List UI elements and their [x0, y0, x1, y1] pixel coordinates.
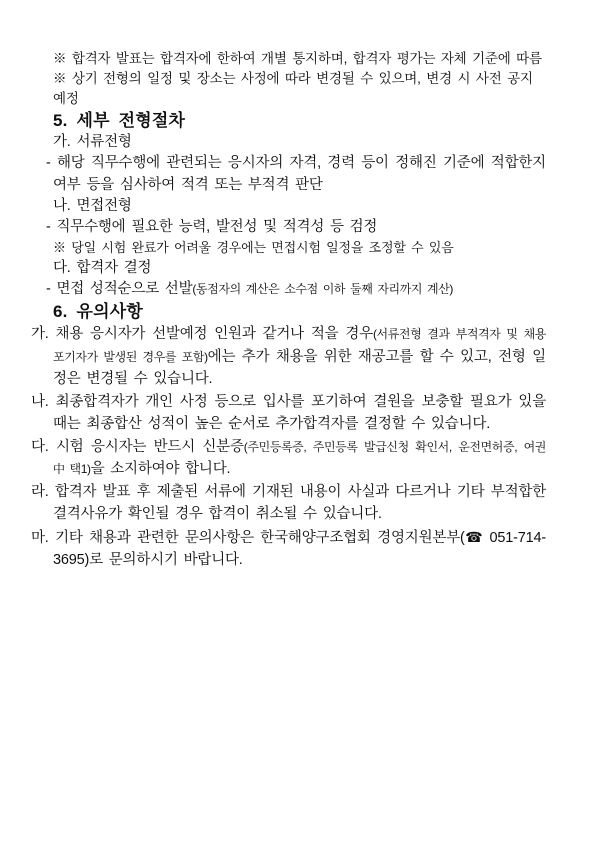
item-additional-recruitment — [31, 323, 546, 391]
item-contact-info — [31, 526, 546, 572]
text-segment: 을 소지하여야 합니다. — [90, 461, 231, 477]
section-5-body — [46, 132, 546, 300]
text-segment: 라. 합격자 발표 후 제출된 서류에 기재된 내용이 사실과 다르거나 기타 부적합한 결격사유가 확인될 경우 합격이 취소될 수 있습니다. — [31, 483, 546, 522]
text-segment: 다. 합격자 결정 — [53, 260, 152, 276]
sub-heading-interview — [53, 196, 546, 216]
text-segment: 마. 기타 채용과 관련한 문의사항은 한국해양구조협회 경영지원본부( — [31, 529, 465, 546]
item-disqualification — [31, 481, 546, 526]
note-pass-announcement: ※ 합격자 발표는 합격자에 한하여 개별 통지하며, 합격자 평가는 자체 기준에 따름 — [53, 51, 542, 66]
text-segment: 가. 서류전형 — [53, 134, 132, 150]
dash-item-screening-criteria — [46, 152, 546, 196]
text-segment: - 면접 성적순으로 선발 — [46, 281, 193, 297]
text-segment: 051-714-3695)로 문의하시기 바랍니다. — [53, 529, 546, 568]
dash-item-interview-scope — [46, 216, 546, 238]
section-5-heading: 5. 세부 전형절차 — [53, 111, 186, 130]
text-segment: 다. 시험 응시자는 반드시 신분증 — [31, 438, 244, 455]
section-6-body — [31, 323, 546, 572]
note-interview-schedule-adjust — [53, 238, 546, 258]
sub-heading-pass-decision — [53, 258, 546, 278]
section-detailed-procedure — [46, 109, 546, 300]
phone-icon: ☎ — [464, 528, 484, 545]
text-segment: (서류전형 결과 부적격자 및 채용 포기자가 발생된 경우를 포함) — [53, 327, 546, 364]
text-segment: (동점자의 계산은 소수점 이하 둘째 자리까지 계산) — [192, 282, 454, 296]
text-segment: - 직무수행에 필요한 능력, 발전성 및 적격성 등 검정 — [46, 219, 378, 235]
note-schedule-change: ※ 상기 전형의 일정 및 장소는 사정에 따라 변경될 수 있으며, 변경 시 사전 공지 예정 — [53, 71, 533, 106]
section-6-heading: 6. 유의사항 — [53, 302, 143, 321]
text-segment: 나. 최종합격자가 개인 사정 등으로 입사를 포기하여 결원을 보충할 필요가 있을 때는 최종합산 성적이 높은 순서로 추가합격자를 결정할 수 있습니다. — [31, 393, 546, 432]
text-segment: 가. 채용 응시자가 선발예정 인원과 같거나 적을 경우 — [31, 326, 373, 342]
text-segment: ※ 당일 시험 완료가 어려울 경우에는 면접시험 일정을 조정할 수 있음 — [53, 240, 454, 255]
text-segment: 나. 면접전형 — [53, 198, 132, 214]
text-segment: (주민등록증, 주민등록 발급신청 확인서, 운전면허증, 여권 中 택1) — [53, 439, 546, 476]
item-id-required — [31, 436, 546, 481]
item-replacement-candidates — [31, 391, 546, 436]
text-segment: - 해당 직무수행에 관련되는 응시자의 자격, 경력 등이 정해진 기준에 적합한지 여부 등을 심사하여 적격 또는 부적격 판단 — [46, 155, 546, 193]
section-cautions — [31, 300, 546, 572]
text-segment: 에는 추가 채용을 위한 재공고를 할 수 있고, 전형 일정은 변경될 수 있습니다. — [53, 348, 546, 387]
dash-item-selection-by-score — [46, 278, 546, 300]
sub-heading-document-screening — [53, 132, 546, 152]
